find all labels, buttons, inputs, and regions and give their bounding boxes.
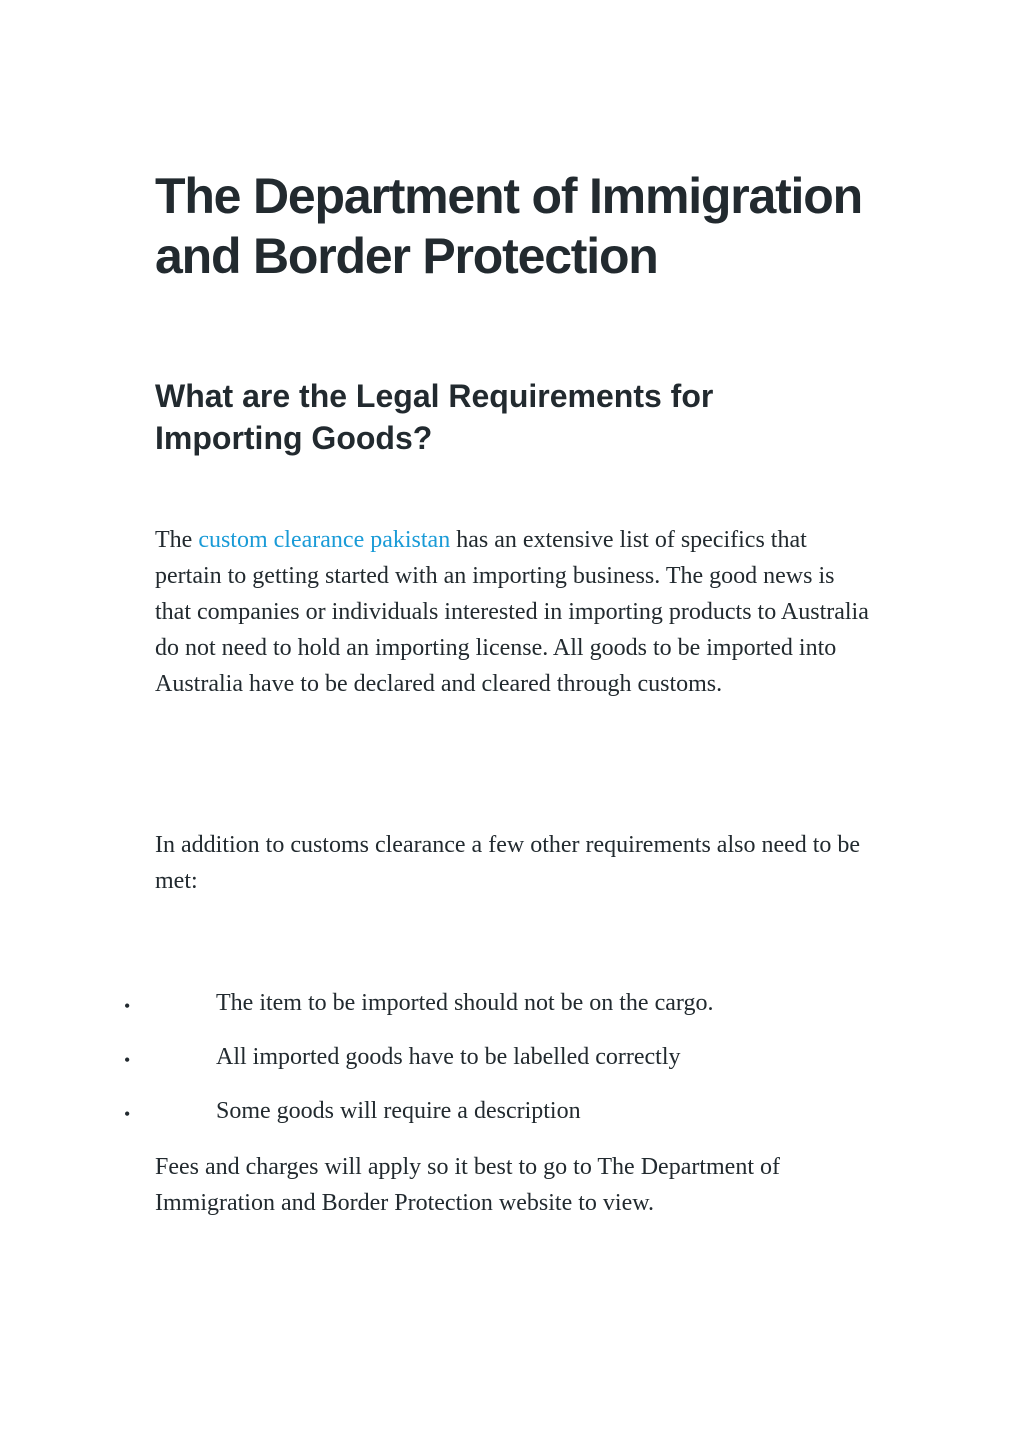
custom-clearance-link[interactable]: custom clearance pakistan: [198, 527, 451, 553]
list-item-text: Some goods will require a description: [216, 1098, 581, 1124]
fees-paragraph: Fees and charges will apply so it best to go to The Department of Immigration and Border Protection website to view.: [155, 1154, 780, 1216]
bullet-icon: •: [124, 1104, 131, 1124]
section-heading: What are the Legal Requirements for Importing Goods?: [155, 378, 714, 456]
bullet-icon: •: [124, 996, 131, 1016]
requirements-paragraph: In addition to customs clearance a few other requirements also need to be met:: [155, 832, 861, 894]
list-item-text: The item to be imported should not be on the cargo.: [216, 990, 714, 1016]
intro-text-rest: has an extensive list of specifics that pertain to getting started with an importing business. The good news is that companies or individuals interested in importing products to Australia do not need to hold an importing license. All goods to be imported into Australia have to be declared and cleared through customs.: [155, 527, 869, 697]
intro-paragraph: [155, 522, 875, 702]
list-item: [0, 1093, 1024, 1147]
intro-text-start: The: [155, 527, 199, 553]
bullet-icon: •: [124, 1050, 131, 1070]
list-item: [0, 1039, 1024, 1093]
list-item-text: All imported goods have to be labelled correctly: [216, 1044, 681, 1070]
page-title: The Department of Immigration and Border Protection: [155, 168, 862, 284]
list-item: [0, 985, 1024, 1039]
requirements-list: [0, 985, 1024, 1147]
